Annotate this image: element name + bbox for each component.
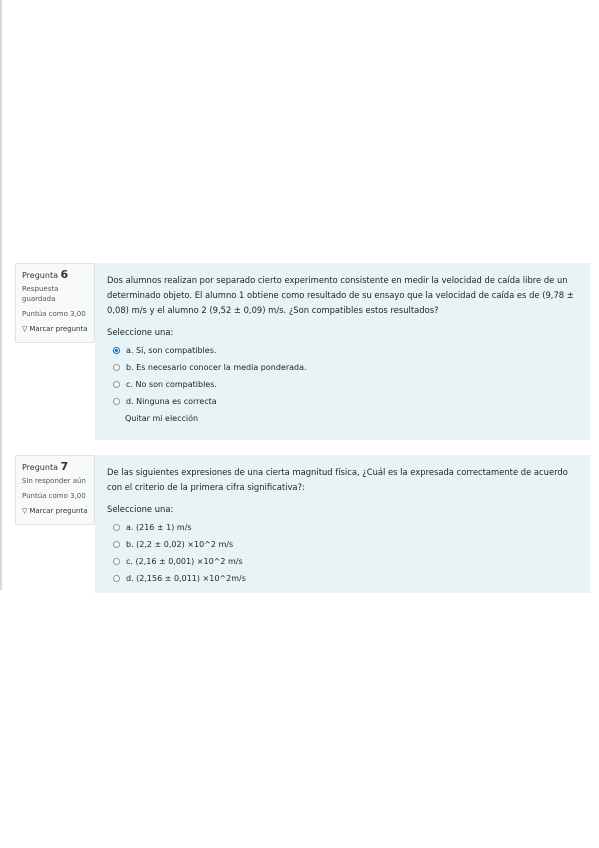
radio-icon[interactable]: [113, 524, 120, 531]
flag-label: Marcar pregunta: [29, 325, 88, 333]
answer-option-d[interactable]: [107, 393, 578, 410]
answer-option-d[interactable]: [107, 570, 578, 587]
question-6: [15, 263, 590, 440]
answer-option-b[interactable]: [107, 359, 578, 376]
answer-label: d. (2,156 ± 0,011) ×10^2m/s: [126, 574, 246, 583]
answer-label: a. (216 ± 1) m/s: [126, 523, 192, 532]
question-state: Respuesta guardada: [22, 285, 59, 303]
answer-option-b[interactable]: [107, 536, 578, 553]
question-grade: Puntúa como 3,00: [22, 492, 86, 500]
clear-choice-link[interactable]: Quitar mi elección: [125, 414, 199, 423]
question-number-value: 6: [60, 268, 69, 281]
radio-icon[interactable]: [113, 541, 120, 548]
question-info: [15, 263, 95, 343]
flag-icon: ▽: [22, 507, 28, 515]
answer-prompt: Seleccione una:: [107, 504, 174, 514]
flag-question-link[interactable]: [22, 324, 88, 334]
question-grade: Puntúa como 3,00: [22, 310, 86, 318]
question-number: [22, 270, 88, 281]
answer-option-a[interactable]: [107, 519, 578, 536]
flag-question-link[interactable]: [22, 506, 88, 516]
radio-icon[interactable]: [113, 558, 120, 565]
page-edge: [0, 0, 2, 590]
question-content: [95, 263, 590, 440]
radio-icon[interactable]: [113, 381, 120, 388]
answer-label: c. No son compatibles.: [126, 380, 217, 389]
radio-icon[interactable]: [113, 347, 120, 354]
answer-label: d. Ninguna es correcta: [126, 397, 217, 406]
question-info: [15, 455, 95, 525]
answer-label: b. (2,2 ± 0,02) ×10^2 m/s: [126, 540, 234, 549]
radio-icon[interactable]: [113, 364, 120, 371]
question-7: [15, 455, 590, 593]
answer-prompt: Seleccione una:: [107, 327, 174, 337]
question-state: Sin responder aún: [22, 477, 86, 485]
question-content: [95, 455, 590, 593]
radio-icon[interactable]: [113, 398, 120, 405]
flag-label: Marcar pregunta: [29, 507, 88, 515]
question-number: [22, 462, 88, 473]
answer-option-c[interactable]: [107, 553, 578, 570]
answer-label: a. Sí, son compatibles.: [126, 346, 217, 355]
answer-label: b. Es necesario conocer la media ponderada.: [126, 363, 307, 372]
radio-icon[interactable]: [113, 575, 120, 582]
question-number-value: 7: [60, 460, 69, 473]
question-label: Pregunta: [22, 463, 58, 472]
question-text: De las siguientes expresiones de una cierta magnitud física, ¿Cuál es la expresada correctamente de acuerdo con el criterio de la primera cifra significativa?:: [107, 467, 568, 492]
answer-option-a[interactable]: [107, 342, 578, 359]
question-text: Dos alumnos realizan por separado cierto experimento consistente en medir la velocidad de caída libre de un determinado objeto. El alumno 1 obtiene como resultado de su ensayo que la velocidad de caída es de (9,78 ± 0,08) m/s y el alumno 2 (9,52 ± 0,09) m/s. ¿Son compatibles estos resultados?: [107, 275, 574, 315]
answer-label: c. (2,16 ± 0,001) ×10^2 m/s: [126, 557, 243, 566]
flag-icon: ▽: [22, 325, 28, 333]
question-label: Pregunta: [22, 271, 58, 280]
answer-option-c[interactable]: [107, 376, 578, 393]
